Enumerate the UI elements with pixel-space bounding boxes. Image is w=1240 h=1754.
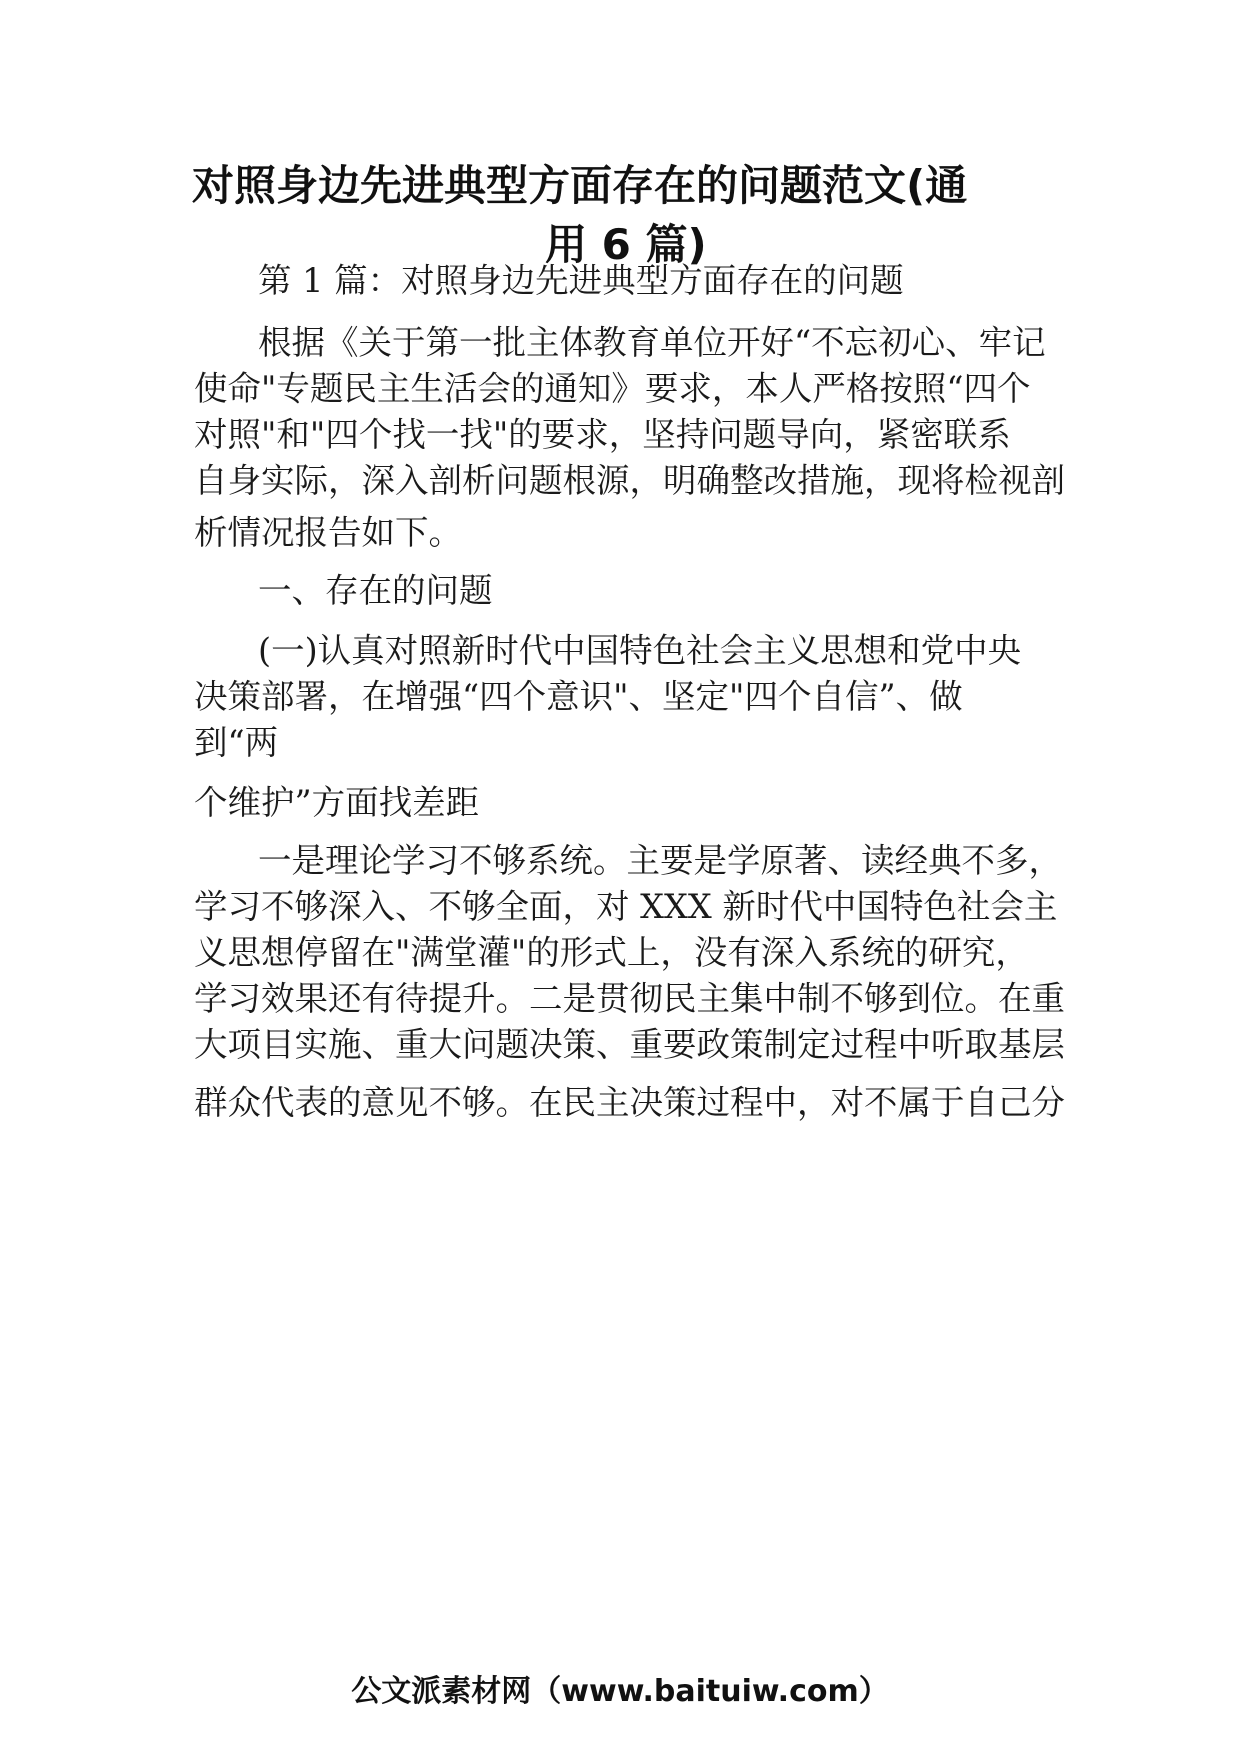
paragraph-line: 一是理论学习不够系统。主要是学原著、读经典不多， (258, 841, 1062, 880)
subsection-heading: 一、存在的问题 (258, 571, 493, 610)
paragraph-line: 使命"专题民主生活会的通知》要求，本人严格按照“四个 (194, 369, 1031, 408)
document-title-line-1: 对照身边先进典型方面存在的问题范文(通 (192, 161, 968, 210)
document-title-line-2: 用 6 篇) (545, 220, 707, 269)
paragraph-line: 个维护”方面找差距 (194, 783, 480, 822)
paragraph-line: 析情况报告如下。 (194, 513, 462, 552)
section-heading: 第 1 篇：对照身边先进典型方面存在的问题 (258, 261, 904, 300)
paragraph-line: (一)认真对照新时代中国特色社会主义思想和党中央 (258, 631, 1022, 670)
paragraph-line: 根据《关于第一批主体教育单位开好“不忘初心、牢记 (258, 323, 1046, 362)
paragraph-line: 义思想停留在"满堂灌"的形式上，没有深入系统的研究， (194, 933, 1029, 972)
paragraph-line: 学习效果还有待提升。二是贯彻民主集中制不够到位。在重 (194, 979, 1065, 1018)
footer-source: 公文派素材网（www.baituiw.com） (351, 1674, 889, 1709)
paragraph-line: 到“两 (194, 723, 279, 762)
paragraph-line: 大项目实施、重大问题决策、重要政策制定过程中听取基层 (194, 1025, 1065, 1064)
paragraph-line: 自身实际，深入剖析问题根源，明确整改措施，现将检视剖 (194, 461, 1065, 500)
paragraph-line: 对照"和"四个找一找"的要求，坚持问题导向，紧密联系 (194, 415, 1011, 454)
paragraph-line: 群众代表的意见不够。在民主决策过程中，对不属于自己分 (194, 1083, 1065, 1122)
paragraph-line: 决策部署，在增强“四个意识"、坚定"四个自信”、做 (194, 677, 963, 716)
paragraph-line: 学习不够深入、不够全面，对 XXX 新时代中国特色社会主 (194, 887, 1058, 926)
